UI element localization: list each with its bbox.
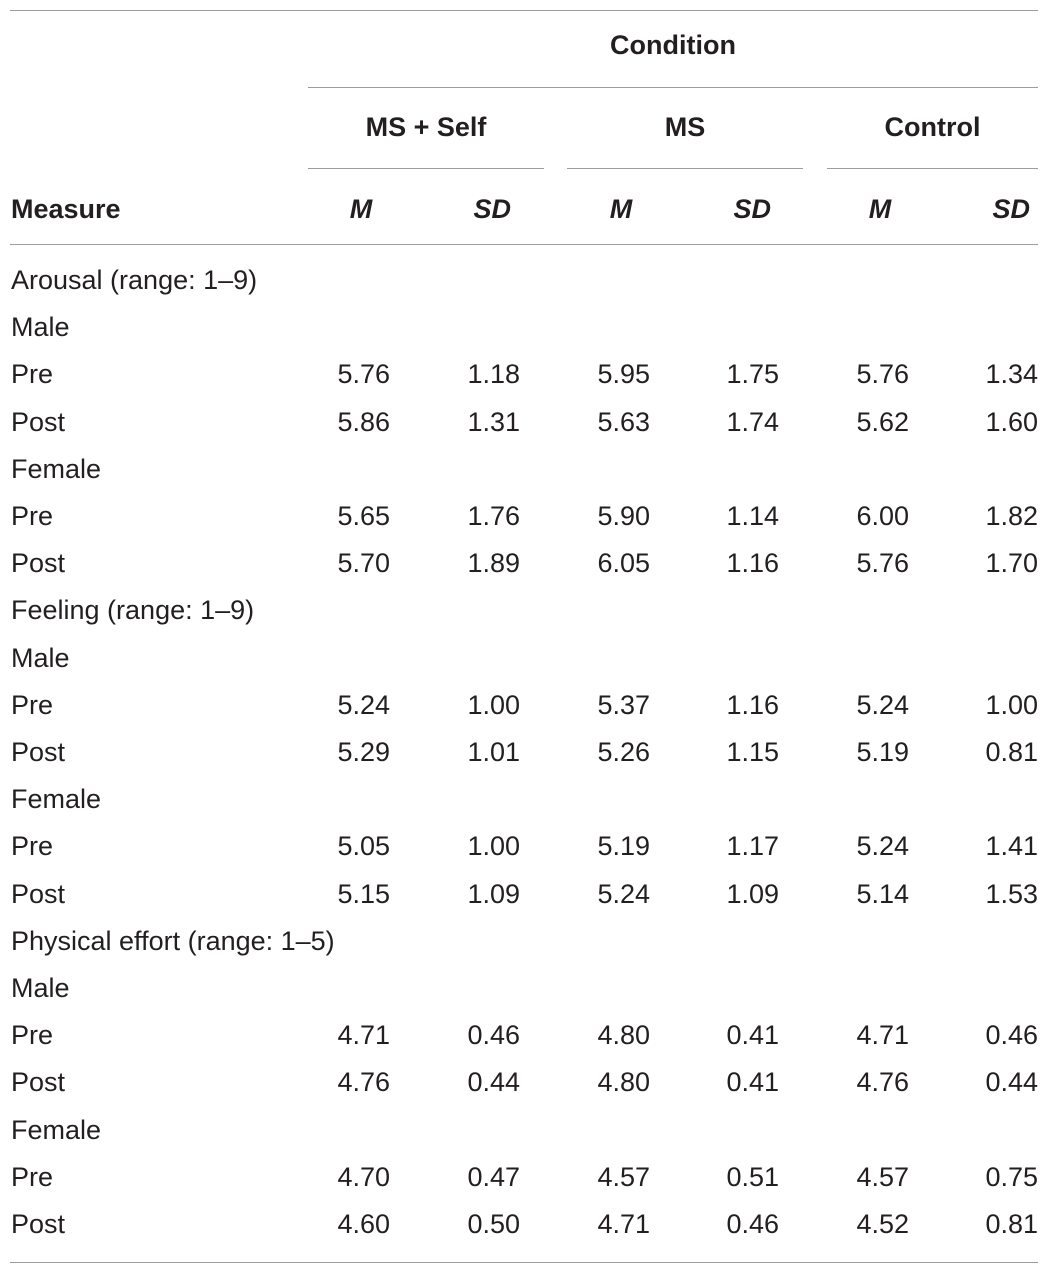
sd-cell: 0.41: [726, 1020, 779, 1051]
bottom-rule: [10, 1262, 1038, 1263]
mean-cell: 4.52: [856, 1209, 909, 1239]
row-label: Female: [11, 784, 102, 815]
sd-cell: 1.15: [726, 737, 779, 767]
mean-cell: 4.60: [337, 1209, 390, 1239]
row-label: Male: [11, 642, 70, 673]
mean-cell: 5.37: [597, 689, 650, 720]
row-label: Male: [11, 312, 70, 343]
sd-cell: 1.76: [467, 501, 520, 531]
sd-cell: 0.47: [467, 1161, 520, 1192]
group-rule-control: [827, 168, 1038, 169]
sd-cell: 1.75: [726, 359, 779, 390]
sd-cell: 1.00: [985, 689, 1038, 720]
mean-cell: 4.71: [856, 1020, 909, 1051]
sd-cell: 1.89: [467, 548, 520, 579]
mean-cell: 5.76: [856, 359, 909, 390]
row-label: Feeling (range: 1–9): [11, 595, 255, 626]
row-label: Pre: [11, 689, 54, 720]
row-label: Arousal (range: 1–9): [11, 265, 258, 295]
mean-cell: 4.57: [856, 1161, 909, 1192]
sd-cell: 0.51: [726, 1161, 779, 1192]
row-label: Post: [11, 406, 66, 437]
sd-cell: 1.60: [985, 406, 1038, 437]
mean-cell: 6.05: [597, 548, 650, 579]
mean-cell: 5.86: [337, 406, 390, 437]
mean-cell: 4.70: [337, 1161, 390, 1192]
mean-cell: 4.76: [856, 1067, 909, 1098]
stat-header-sd: SD: [992, 194, 1030, 224]
group-header-ms: MS: [664, 112, 706, 142]
condition-header: Condition: [610, 30, 736, 60]
sd-cell: 0.75: [985, 1161, 1038, 1192]
row-label: Physical effort (range: 1–5): [11, 925, 335, 956]
row-label: Male: [11, 973, 70, 1003]
sd-cell: 1.16: [726, 548, 779, 579]
mean-cell: 5.76: [337, 359, 390, 390]
condition-rule: [308, 87, 1038, 88]
row-label: Pre: [11, 1161, 54, 1192]
sd-cell: 0.81: [985, 1209, 1038, 1239]
mean-cell: 5.90: [597, 501, 650, 531]
sd-cell: 1.17: [726, 831, 779, 862]
row-label: Female: [11, 1114, 102, 1145]
top-rule: [10, 10, 1038, 11]
mean-cell: 5.70: [337, 548, 390, 579]
row-label: Female: [11, 453, 102, 484]
row-label: Post: [11, 1209, 66, 1239]
header-rule: [10, 244, 1038, 245]
row-label: Pre: [11, 831, 54, 862]
sd-cell: 1.09: [726, 878, 779, 909]
mean-cell: 5.24: [597, 878, 650, 909]
mean-cell: 4.80: [597, 1067, 650, 1098]
row-label: Post: [11, 1067, 66, 1098]
mean-cell: 5.19: [597, 831, 650, 862]
mean-cell: 5.65: [337, 501, 390, 531]
sd-cell: 0.41: [726, 1067, 779, 1098]
row-label: Post: [11, 878, 66, 909]
sd-cell: 1.41: [985, 831, 1038, 862]
stat-header-sd: SD: [473, 194, 511, 224]
row-label: Pre: [11, 1020, 54, 1051]
mean-cell: 5.24: [337, 689, 390, 720]
mean-cell: 4.57: [597, 1161, 650, 1192]
sd-cell: 0.46: [985, 1020, 1038, 1051]
mean-cell: 4.76: [337, 1067, 390, 1098]
sd-cell: 1.74: [726, 406, 779, 437]
mean-cell: 5.14: [856, 878, 909, 909]
row-label: Pre: [11, 359, 54, 390]
sd-cell: 1.82: [985, 501, 1038, 531]
sd-cell: 0.81: [985, 737, 1038, 767]
mean-cell: 4.71: [337, 1020, 390, 1051]
mean-cell: 5.05: [337, 831, 390, 862]
sd-cell: 1.34: [985, 359, 1038, 390]
group-rule-ms-self: [308, 168, 544, 169]
mean-cell: 5.29: [337, 737, 390, 767]
stat-header-m: M: [868, 194, 892, 224]
mean-cell: 5.63: [597, 406, 650, 437]
mean-cell: 5.15: [337, 878, 390, 909]
row-label: Post: [11, 548, 66, 579]
mean-cell: 5.24: [856, 831, 909, 862]
mean-cell: 5.76: [856, 548, 909, 579]
sd-cell: 0.46: [467, 1020, 520, 1051]
stat-header-m: M: [349, 194, 373, 224]
sd-cell: 1.53: [985, 878, 1038, 909]
sd-cell: 1.09: [467, 878, 520, 909]
row-label: Pre: [11, 501, 54, 531]
sd-cell: 0.46: [726, 1209, 779, 1239]
group-header-ms-self: MS + Self: [365, 112, 487, 142]
group-header-control: Control: [884, 112, 981, 142]
sd-cell: 0.44: [467, 1067, 520, 1098]
sd-cell: 0.50: [467, 1209, 520, 1239]
sd-cell: 1.31: [467, 406, 520, 437]
sd-cell: 1.70: [985, 548, 1038, 579]
sd-cell: 1.00: [467, 689, 520, 720]
sd-cell: 1.14: [726, 501, 779, 531]
stat-header-sd: SD: [733, 194, 771, 224]
mean-cell: 4.80: [597, 1020, 650, 1051]
mean-cell: 5.26: [597, 737, 650, 767]
sd-cell: 0.44: [985, 1067, 1038, 1098]
mean-cell: 4.71: [597, 1209, 650, 1239]
sd-cell: 1.16: [726, 689, 779, 720]
mean-cell: 5.19: [856, 737, 909, 767]
group-rule-ms: [567, 168, 803, 169]
sd-cell: 1.00: [467, 831, 520, 862]
mean-cell: 5.24: [856, 689, 909, 720]
row-label: Post: [11, 737, 66, 767]
stat-header-m: M: [609, 194, 633, 224]
sd-cell: 1.18: [467, 359, 520, 390]
mean-cell: 5.62: [856, 406, 909, 437]
mean-cell: 5.95: [597, 359, 650, 390]
mean-cell: 6.00: [856, 501, 909, 531]
measure-header: Measure: [11, 194, 121, 224]
sd-cell: 1.01: [467, 737, 520, 767]
